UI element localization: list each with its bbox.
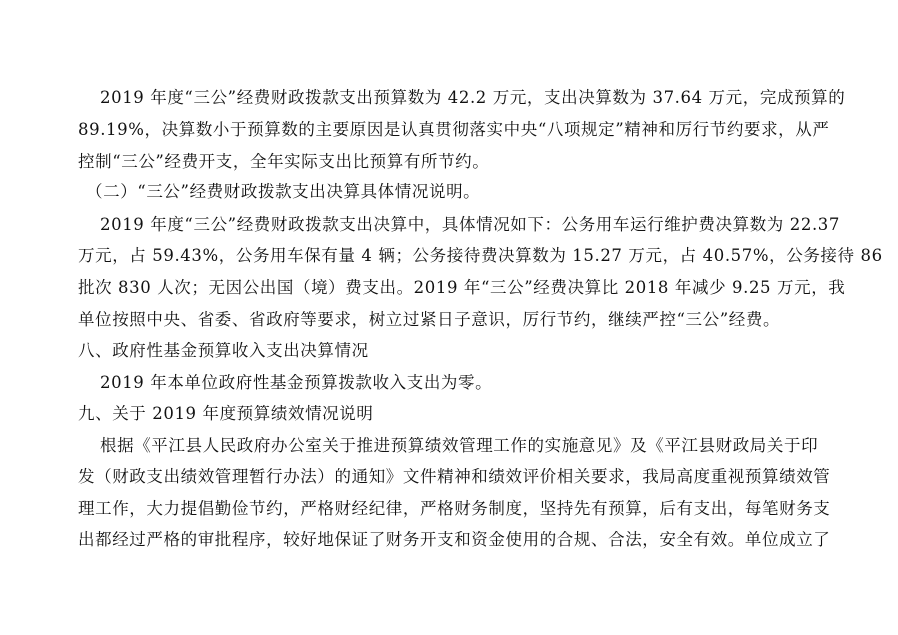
paragraph-line: 2019 年本单位政府性基金预算拨款收入支出为零。 — [100, 373, 493, 392]
section-heading: 九、关于 2019 年度预算绩效情况说明 — [78, 404, 374, 423]
paragraph-line: 发（财政支出绩效管理暂行办法）的通知》文件精神和绩效评价相关要求，我局高度重视预算绩效管 — [78, 467, 831, 486]
paragraph-line: 出都经过严格的审批程序，较好地保证了财务开支和资金使用的合规、合法，安全有效。单位成立了 — [78, 530, 831, 549]
paragraph-line: 2019 年度“三公”经费财政拨款支出决算中，具体情况如下：公务用车运行维护费决算数为 22.37 — [100, 215, 840, 234]
paragraph-line: 万元，占 59.43%，公务用车保有量 4 辆；公务接待费决算数为 15.27 万元，占 40.57%，公务接待 86 — [78, 246, 883, 265]
paragraph-line: 批次 830 人次；无因公出国（境）费支出。2019 年“三公”经费决算比 2018 年减少 9.25 万元，我 — [78, 278, 846, 297]
paragraph-line: 理工作，大力提倡勤俭节约，严格财经纪律，严格财务制度，坚持先有预算，后有支出，每笔财务支 — [78, 499, 831, 518]
section-subheading: （二）“三公”经费财政拨款支出决算具体情况说明。 — [86, 182, 481, 201]
section-heading: 八、政府性基金预算收入支出决算情况 — [78, 341, 369, 360]
paragraph-line: 89.19%，决算数小于预算数的主要原因是认真贯彻落实中央“八项规定”精神和厉行节约要求，从严 — [78, 120, 830, 139]
paragraph-line: 2019 年度“三公”经费财政拨款支出预算数为 42.2 万元，支出决算数为 37.64 万元，完成预算的 — [100, 88, 846, 107]
paragraph-line: 单位按照中央、省委、省政府等要求，树立过紧日子意识，厉行节约，继续严控“三公”经费。 — [78, 310, 781, 329]
paragraph-line: 控制“三公”经费开支，全年实际支出比预算有所节约。 — [78, 152, 490, 171]
paragraph-line: 根据《平江县人民政府办公室关于推进预算绩效管理工作的实施意见》及《平江县财政局关于印 — [100, 436, 819, 455]
